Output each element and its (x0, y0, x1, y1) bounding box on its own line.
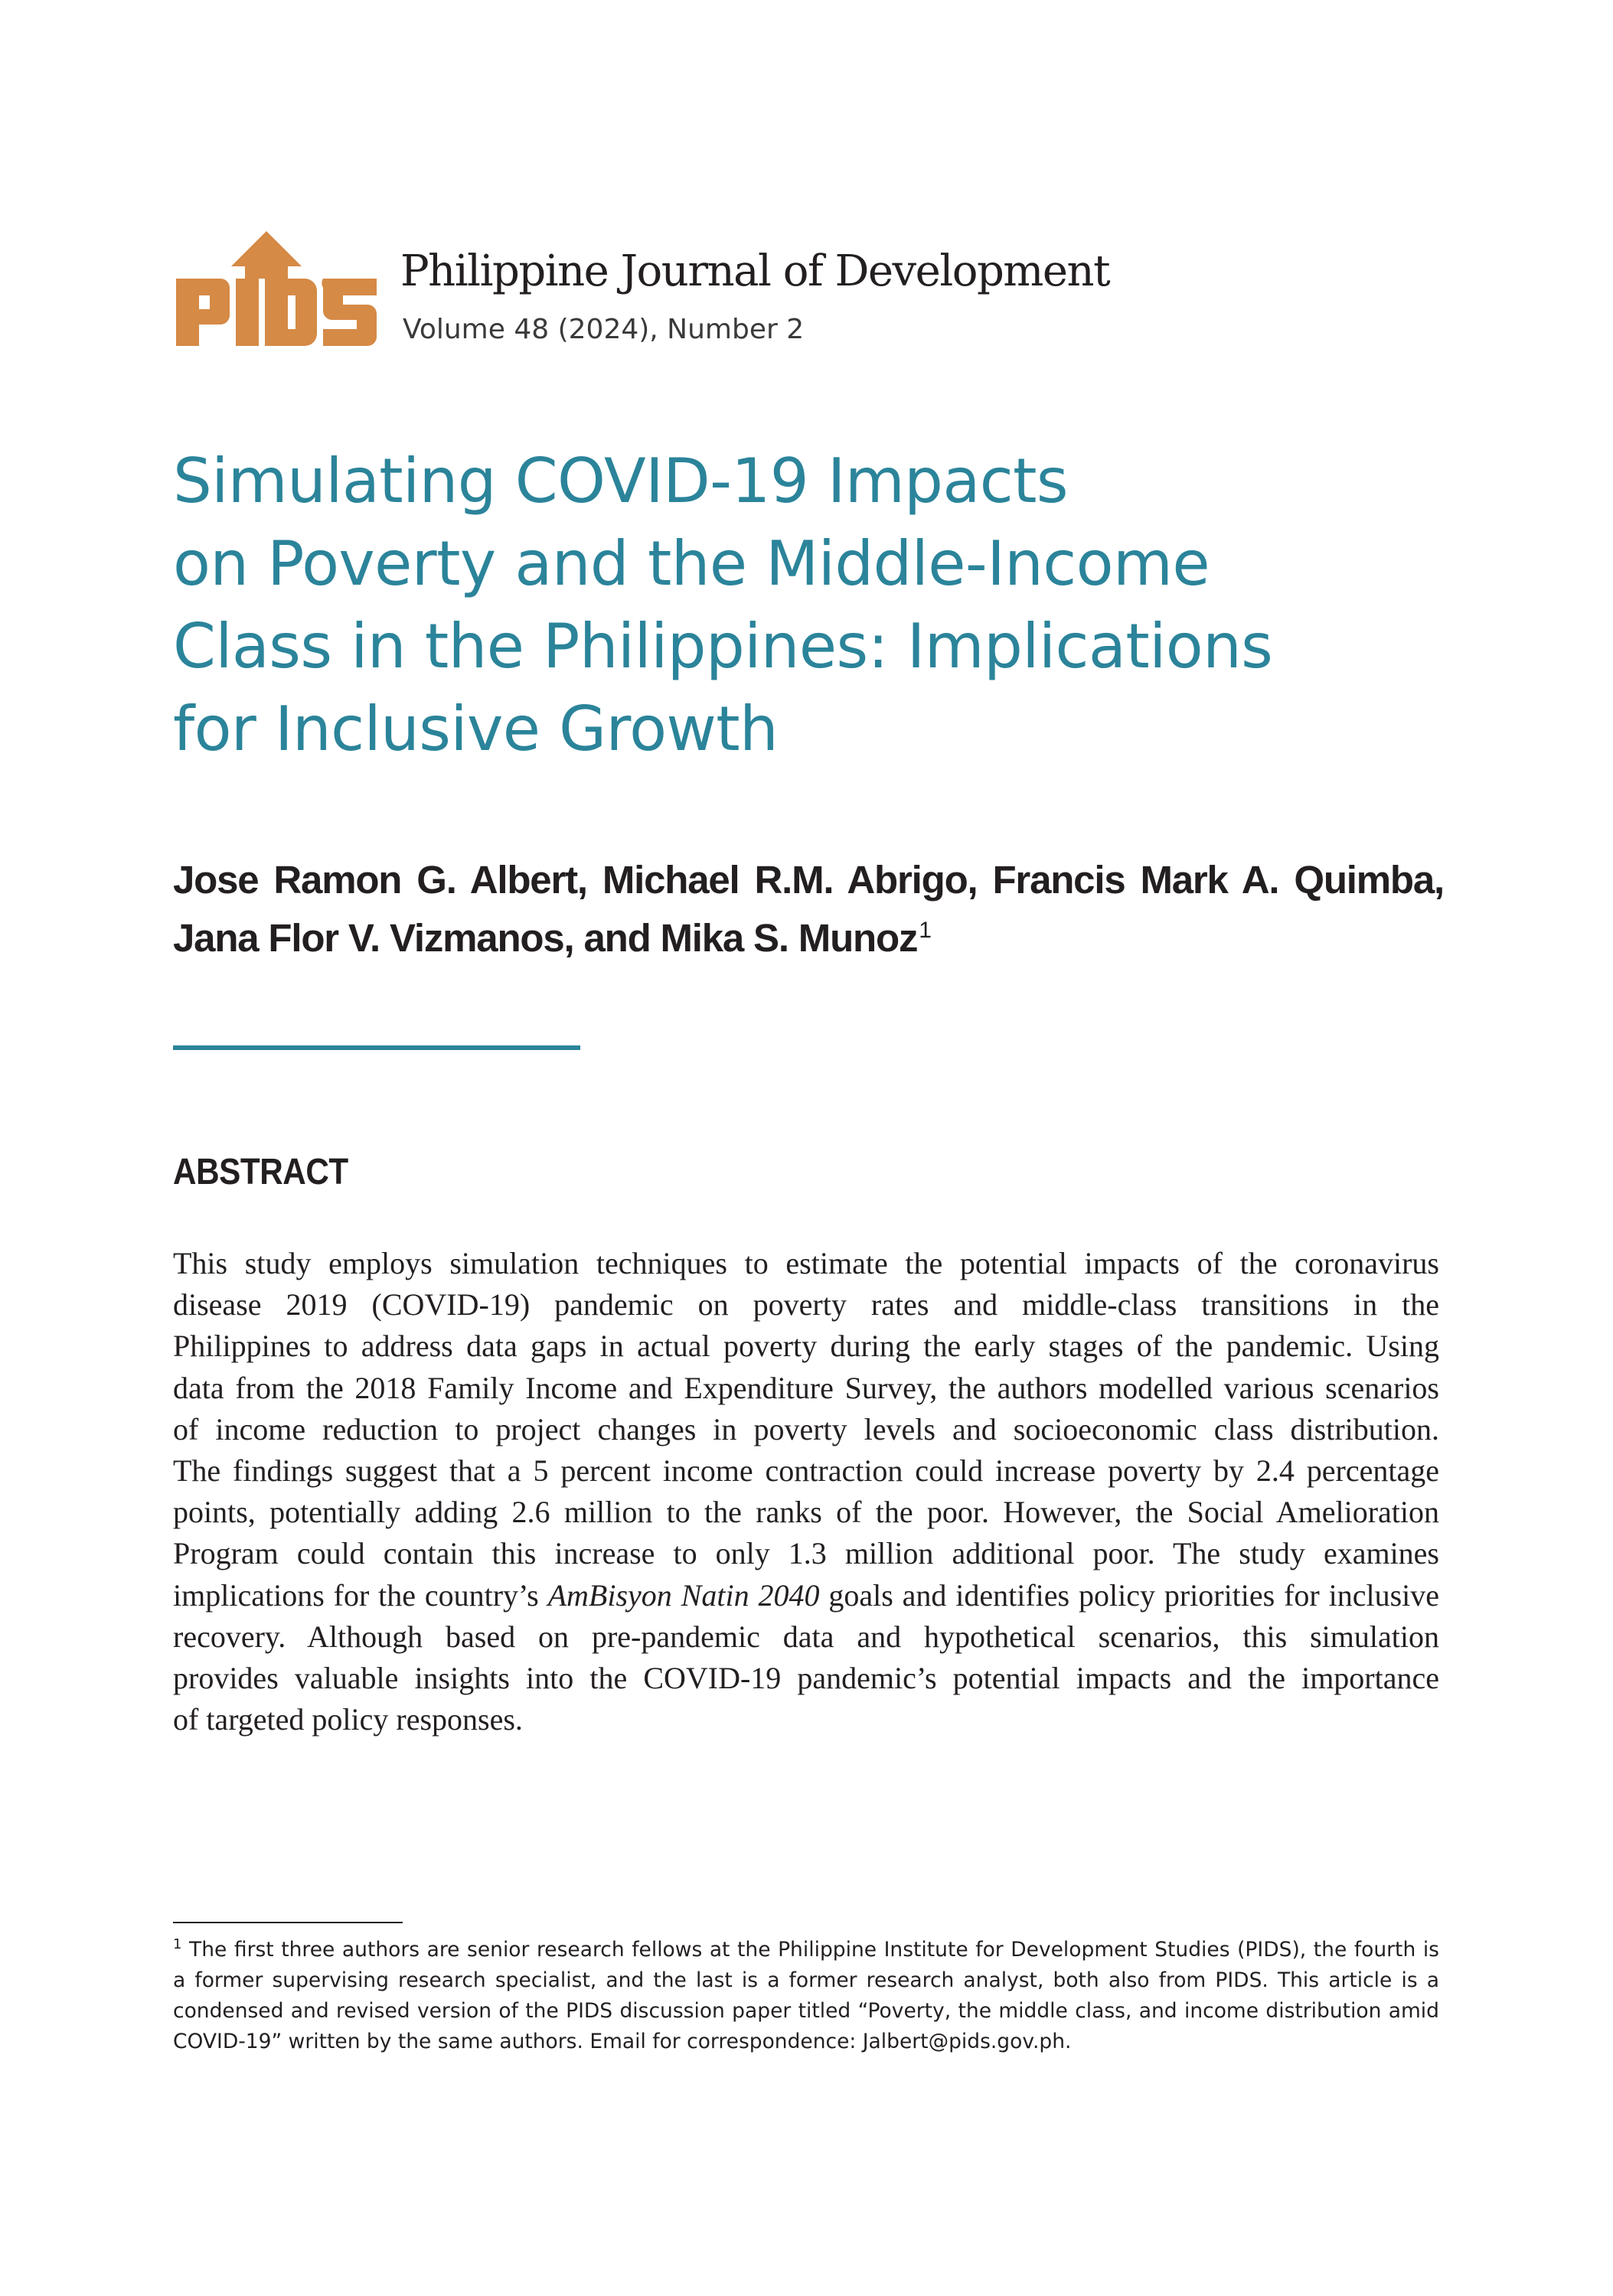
footnote-line: a former supervising research specialist, and the last is a former research analyst, both also from PIDS. This article is a (173, 1968, 1439, 1992)
footnote-line-text: The first three authors are senior research fellows at the Philippine Institute for Development Studies (PIDS), the fourth is (189, 1938, 1439, 1962)
abstract-line: data from the 2018 Family Income and Expenditure Survey, the authors modelled various scenarios (173, 1370, 1439, 1405)
article-title (173, 440, 1474, 771)
pids-logo (176, 231, 377, 346)
abstract-line: disease 2019 (COVID-19) pandemic on poverty rates and middle-class transitions in the (173, 1287, 1439, 1322)
author-line-text: Jana Flor V. Vizmanos, and Mika S. Munoz (173, 916, 918, 960)
footnote-line: COVID-19” written by the same authors. Email for correspondence: Jalbert@pids.gov.ph. (173, 2030, 1072, 2053)
abstract-line-suffix: goals and identifies policy priorities for inclusive (828, 1577, 1440, 1613)
abstract-line: Program could contain this increase to only 1.3 million additional poor. The study examines (173, 1536, 1439, 1571)
abstract-text (173, 1243, 1439, 1740)
abstract-line: The findings suggest that a 5 percent income contraction could increase poverty by 2.4 percentage (173, 1453, 1439, 1488)
abstract-line-prefix: implications for the country’s (173, 1577, 539, 1613)
abstract-line: of income reduction to project changes in poverty levels and socioeconomic class distribution. (173, 1411, 1439, 1446)
abstract-line: recovery. Although based on pre-pandemic data and hypothetical scenarios, this simulation (173, 1619, 1439, 1654)
title-divider (173, 1045, 580, 1050)
journal-name: Philippine Journal of Development (400, 246, 1110, 296)
title-line: for Inclusive Growth (173, 693, 779, 765)
footnote-line (173, 1935, 1439, 1965)
footnote (173, 1935, 1439, 2057)
abstract-line: of targeted policy responses. (173, 1702, 523, 1737)
title-line: on Poverty and the Middle-Income (173, 528, 1210, 599)
abstract-line (173, 1575, 1439, 1616)
footnote-marker: 1 (173, 1936, 182, 1953)
author-line (173, 909, 1444, 967)
footnote-reference[interactable]: 1 (919, 918, 931, 943)
author-line: Jose Ramon G. Albert, Michael R.M. Abrigo, Francis Mark A. Quimba, (173, 858, 1444, 902)
abstract-heading: ABSTRACT (173, 1152, 348, 1192)
author-list (173, 851, 1444, 967)
abstract-line: Philippines to address data gaps in actual poverty during the early stages of the pandemic. Using (173, 1329, 1439, 1364)
footnote-divider (173, 1922, 403, 1923)
abstract-line: points, potentially adding 2.6 million to the ranks of the poor. However, the Social Amelioration (173, 1495, 1439, 1530)
abstract-line: provides valuable insights into the COVID-19 pandemic’s potential impacts and the importance (173, 1660, 1439, 1695)
journal-issue: Volume 48 (2024), Number 2 (403, 314, 805, 345)
title-line: Simulating COVID-19 Impacts (173, 445, 1068, 517)
ambisyon-natin-2040: AmBisyon Natin 2040 (547, 1577, 820, 1613)
abstract-line: This study employs simulation techniques to estimate the potential impacts of the coronavirus (173, 1246, 1439, 1280)
title-line: Class in the Philippines: Implications (173, 611, 1273, 682)
footnote-line: condensed and revised version of the PIDS discussion paper titled “Poverty, the middle class, and income distribution amid (173, 1999, 1439, 2023)
